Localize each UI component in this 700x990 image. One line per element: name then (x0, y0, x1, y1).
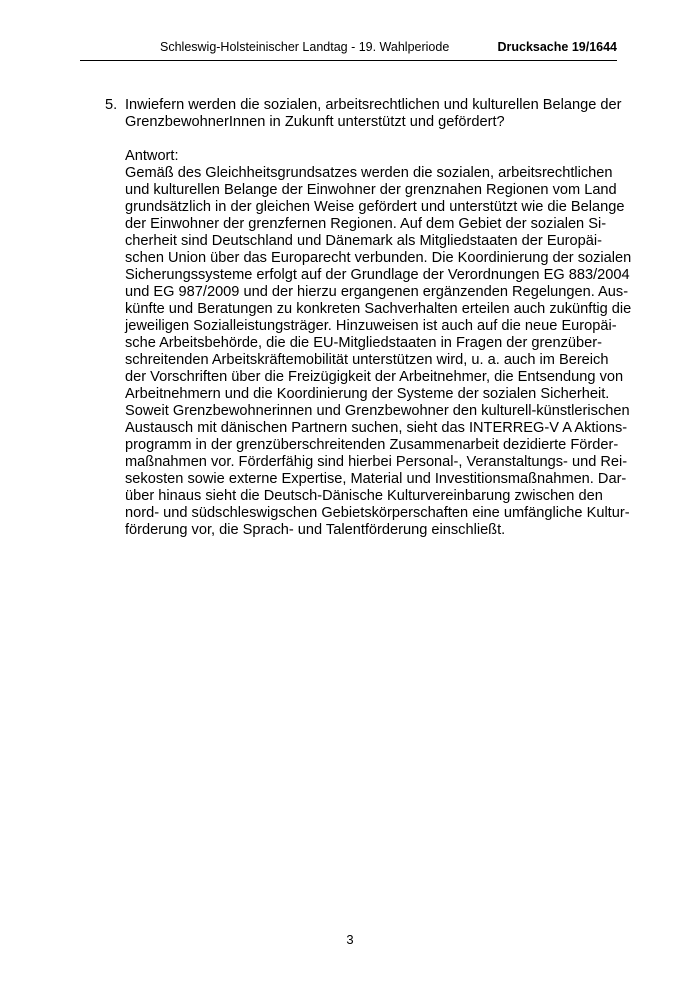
answer-line: sekosten sowie externe Expertise, Material und Investitionsmaßnahmen. Dar- (125, 471, 627, 487)
answer-line: Soweit Grenzbewohnerinnen und Grenzbewohner den kulturell-künstlerischen (125, 403, 630, 419)
answer-line: künfte und Beratungen zu konkreten Sachverhalten erteilen auch zukünftig die (125, 301, 632, 317)
answer-label: Antwort: (125, 148, 179, 164)
answer-line: über hinaus sieht die Deutsch-Dänische Kulturvereinbarung zwischen den (125, 488, 603, 504)
answer-line: nord- und südschleswigschen Gebietskörperschaften eine umfängliche Kultur- (125, 505, 630, 521)
answer-line: der Vorschriften über die Freizügigkeit der Arbeitnehmer, die Entsendung von (125, 369, 624, 385)
answer-line: sche Arbeitsbehörde, die die EU-Mitgliedstaaten in Fragen der grenzüber- (125, 335, 602, 351)
answer-line: und EG 987/2009 und der hierzu ergangenen ergänzenden Regelungen. Aus- (125, 284, 629, 300)
answer-line: Gemäß des Gleichheitsgrundsatzes werden die sozialen, arbeitsrechtlichen (125, 165, 613, 181)
answer-line: maßnahmen vor. Förderfähig sind hierbei Personal-, Veranstaltungs- und Rei- (125, 454, 628, 470)
answer-line: programm in der grenzüberschreitenden Zusammenarbeit dezidierte Förder- (125, 437, 619, 453)
answer-line: der Einwohner der grenzfernen Regionen. Auf dem Gebiet der sozialen Si- (125, 216, 607, 232)
header-title: Schleswig-Holsteinischer Landtag - 19. Wahlperiode (160, 40, 450, 54)
answer-line: förderung vor, die Sprach- und Talentförderung einschließt. (125, 522, 506, 538)
question-number: 5. (105, 97, 118, 113)
answer-line: schen Union über das Europarecht verbunden. Die Koordinierung der sozialen (125, 250, 632, 266)
answer-line: und kulturellen Belange der Einwohner der grenznahen Regionen vom Land (125, 182, 617, 198)
question-text (125, 97, 635, 131)
answer-line: cherheit sind Deutschland und Dänemark als Mitgliedstaaten der Europäi- (125, 233, 602, 249)
document-number: Drucksache 19/1644 (497, 40, 617, 54)
answer-line: Sicherungssysteme erfolgt auf der Grundlage der Verordnungen EG 883/2004 (125, 267, 630, 283)
answer-line: jeweiligen Sozialleistungsträger. Hinzuweisen ist auch auf die neue Europäi- (125, 318, 617, 334)
page-number: 3 (346, 932, 354, 947)
answer-line: Arbeitnehmern und die Koordinierung der Systeme der sozialen Sicherheit. (125, 386, 610, 402)
question-line: Inwiefern werden die sozialen, arbeitsrechtlichen und kulturellen Belange der (125, 97, 622, 113)
question-line: GrenzbewohnerInnen in Zukunft unterstützt und gefördert? (125, 114, 505, 130)
answer-line: Austausch mit dänischen Partnern suchen, sieht das INTERREG-V A Aktions- (125, 420, 628, 436)
answer-block (125, 148, 632, 539)
answer-line: schreitenden Arbeitskräftemobilität unterstützen wird, u. a. auch im Bereich (125, 352, 609, 368)
page-header (80, 38, 617, 61)
answer-line: grundsätzlich in der gleichen Weise gefördert und unterstützt wie die Belange (125, 199, 625, 215)
